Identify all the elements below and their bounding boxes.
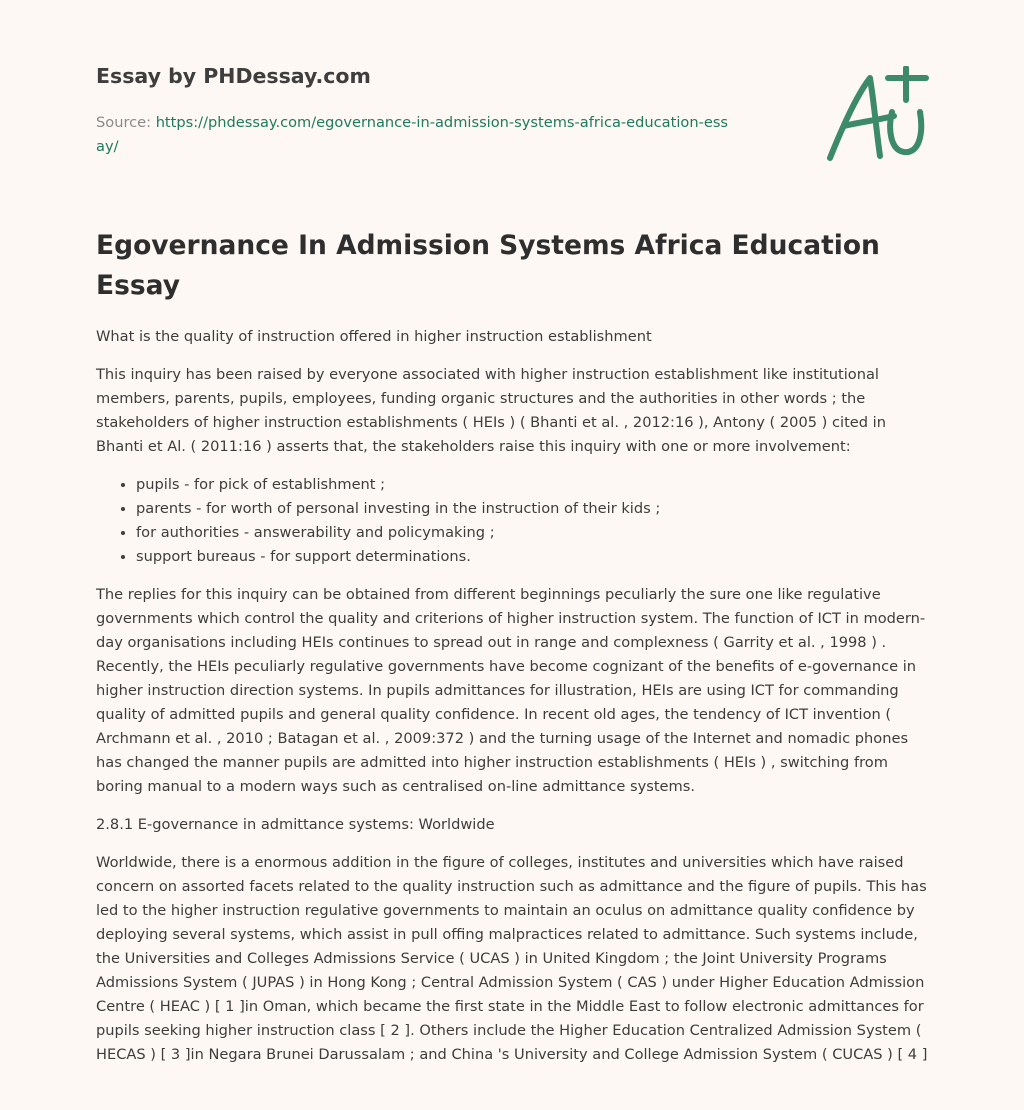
list-item: • pupils - for pick of establishment ; [136, 473, 932, 497]
section-heading: 2.8.1 E-governance in admittance systems: Worldwide [96, 816, 495, 833]
paragraph-ict: The replies for this inquiry can be obtained from different beginnings peculiarly the sure one like regulative governments which control the quality and criterions of higher instruction system. The function of ICT in modern-day organisations including HEIs continues to spread out in range and complexness ( Garrity et al. , 1998 ) . Recently, the HEIs peculiarly regulative governments have become cognizant of the benefits of e-governance in higher instruction direction systems. In pupils admittances for illustration, HEIs are using ICT for commanding quality of admitted pupils and general quality confidence. In recent old ages, the tendency of ICT invention ( Archmann et al. , 2010 ; Batagan et al. , 2009:372 ) and the turning usage of the Internet and nomadic phones has changed the manner pupils are admitted into higher instruction establishments ( HEIs ) , switching from boring manual to a modern ways such as centralised on-line admittance systems. [96, 586, 926, 795]
interest-list [96, 473, 932, 569]
list-item: • support bureaus - for support determinations. [136, 545, 932, 569]
source-label: Source: [96, 114, 152, 131]
source-link[interactable]: https://phdessay.com/egovernance-in-admission-systems-africa-education-essay/ [96, 114, 729, 155]
list-item: • for authorities - answerability and policymaking ; [136, 521, 932, 545]
article-title: Egovernance In Admission Systems Africa Education Essay [96, 230, 880, 301]
paragraph-intro: What is the quality of instruction offered in higher instruction establishment [96, 328, 652, 345]
paragraph-worldwide: Worldwide, there is a enormous addition in the figure of colleges, institutes and universities which have raised concern on assorted facets related to the quality instruction such as admittance and the figure of pupils. This has led to the higher instruction regulative governments to maintain an oculus on admittance quality confidence by deploying several systems, which assist in pull offing malpractices related to admittance. Such systems include, the Universities and Colleges Admissions Service ( UCAS ) in United Kingdom ; the Joint University Programs Admissions System ( JUPAS ) in Hong Kong ; Central Admission System ( CAS ) under Higher Education Admission Centre ( HEAC ) [ 1 ]in Oman, which became the first state in the Middle East to follow electronic admittances for pupils seeking higher instruction class [ 2 ]. Others include the Higher Education Centralized Admission System ( HECAS ) [ 3 ]in Negara Brunei Darussalam ; and China 's University and College Admission System ( CUCAS ) [ 4 ] [96, 854, 928, 1063]
paragraph-stakeholders: This inquiry has been raised by everyone associated with higher instruction establishment like institutional members, parents, pupils, employees, funding organic structures and the authorities in other words ; the stakeholders of higher instruction establishments ( HEIs ) ( Bhanti et al. , 2012:16 ), Antony ( 2005 ) cited in Bhanti et Al. ( 2011:16 ) asserts that, the stakeholders raise this inquiry with one or more involvement: [96, 366, 886, 455]
a-plus-logo-icon [820, 66, 932, 166]
source-line [96, 111, 736, 159]
site-brand: Essay by PHDessay.com [96, 64, 371, 88]
article-body [96, 325, 932, 1081]
list-item: • parents - for worth of personal investing in the instruction of their kids ; [136, 497, 932, 521]
